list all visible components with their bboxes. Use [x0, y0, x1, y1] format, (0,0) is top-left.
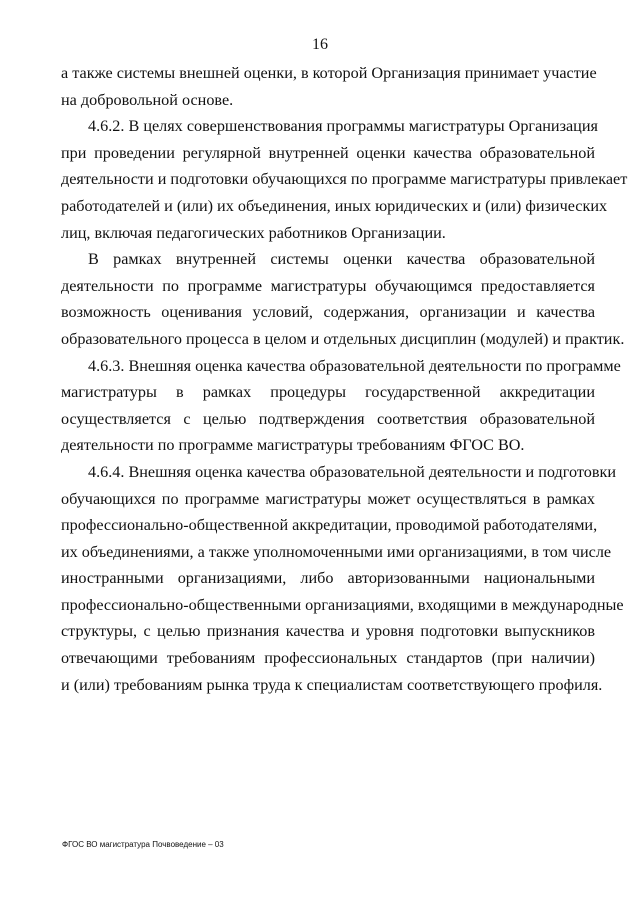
paragraph-4-6-4	[61, 459, 624, 698]
text-line: а также системы внешней оценки, в которой Организация принимает участие	[61, 64, 597, 82]
text-line: образовательного процесса в целом и отдельных дисциплин (модулей) и практик.	[61, 329, 625, 348]
text-line: 4.6.4. Внешняя оценка качества образовательной деятельности и подготовки	[88, 462, 617, 481]
page-number: 16	[312, 36, 328, 53]
text-line: на добровольной основе.	[61, 90, 234, 109]
text-line: профессионально-общественными организациями, входящими в международные	[61, 595, 624, 614]
text-line: В рамках внутренней системы оценки качества образовательной	[88, 250, 595, 269]
paragraph-4-6-2	[61, 113, 628, 246]
text-line: осуществляется с целью подтверждения соответствия образовательной	[61, 409, 595, 428]
text-line: деятельности по программе магистратуры требованиям ФГОС ВО.	[61, 436, 525, 455]
paragraph-internal-assessment	[61, 246, 625, 352]
text-line: профессионально-общественной аккредитации, проводимой работодателями,	[61, 516, 598, 535]
document-footer: ФГОС ВО магистратура Почвоведение – 03	[62, 840, 224, 849]
text-line: 4.6.2. В целях совершенствования программы магистратуры Организация	[88, 117, 598, 136]
paragraph-intro-continuation	[61, 60, 595, 113]
text-line: при проведении регулярной внутренней оценки качества образовательной	[61, 143, 595, 162]
document-body	[61, 60, 628, 698]
text-line: 4.6.3. Внешняя оценка качества образовательной деятельности по программе	[88, 356, 621, 375]
paragraph-4-6-3	[61, 353, 621, 459]
text-line: работодателей и (или) их объединения, иных юридических и (или) физических	[61, 196, 608, 215]
text-line: их объединениями, а также уполномоченными ими организациями, в том числе	[61, 542, 612, 561]
text-line: деятельности по программе магистратуры обучающимся предоставляется	[61, 276, 595, 295]
text-line: лиц, включая педагогических работников Организации.	[61, 223, 446, 242]
text-line: иностранными организациями, либо авторизованными национальными	[61, 569, 595, 588]
text-line: возможность оценивания условий, содержания, организации и качества	[61, 303, 595, 322]
text-line: отвечающими требованиям профессиональных стандартов (при наличии)	[61, 649, 595, 668]
text-line: магистратуры в рамках процедуры государственной аккредитации	[61, 383, 595, 402]
text-line: и (или) требованиям рынка труда к специалистам соответствующего профиля.	[61, 675, 603, 694]
text-line: обучающихся по программе магистратуры может осуществляться в рамках	[61, 489, 595, 508]
text-line: структуры, с целью признания качества и уровня подготовки выпускников	[61, 622, 595, 641]
text-line: деятельности и подготовки обучающихся по программе магистратуры привлекает	[61, 170, 628, 189]
